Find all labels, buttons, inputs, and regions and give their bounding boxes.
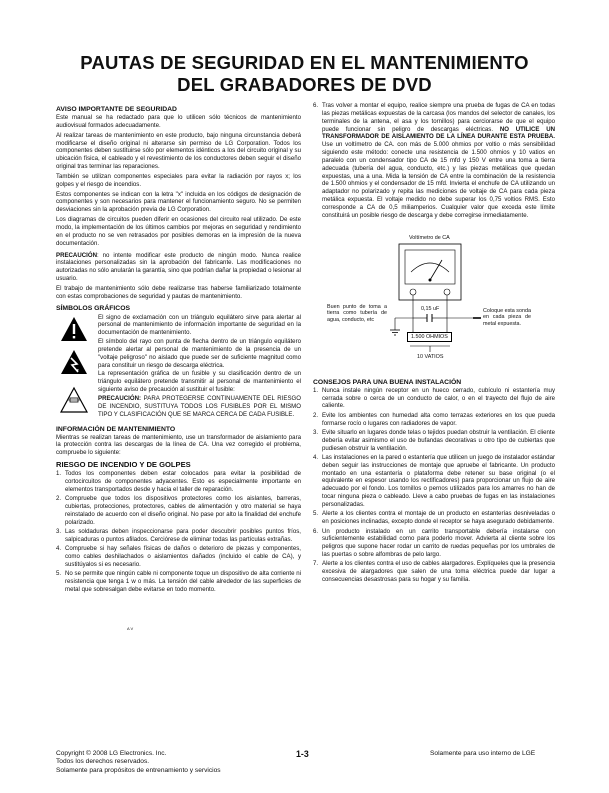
list-item: 5. No se permite que ningún cable ni componente toque un dispositivo de alta corriente ni resistencia que tenga 1 w o más. La tensión del cable alrededor de las superficies de metal que sobresalgan debe evitarse en todo momento. (56, 570, 301, 593)
internal-use-text: Solamente para uso interno de LGE (430, 750, 536, 757)
fuse-caution (98, 395, 301, 419)
meter-label: Voltímetro de CA (409, 234, 450, 241)
symbol-lightning-text: El símbolo del rayo con punta de flecha dentro de un triángulo equilátero pretende alertar al personal de mantenimiento de la presencia de un "voltaje peligroso" no aislado que puede ser de suficiente magnitud como para constituir un riesgo de descarga eléctrica. (98, 338, 301, 369)
left-column (56, 102, 301, 631)
info-paragraph: Mientras se realizan tareas de mantenimiento, use un transformador de aislamiento para la protección contra las descargas de la línea de CA. Una vez corregido el problema, compruebe lo siguiente: (56, 433, 301, 457)
symbol-exclamation-text: El signo de exclamación con un triángulo equilátero sirve para alertar al personal de mantenimiento de información importante de seguridad en la documentación de mantenimiento. (98, 313, 301, 337)
consejos-list (313, 387, 555, 584)
aviso-paragraph-1: Este manual se ha redactado para que lo utilicen sólo técnicos de mantenimiento audiovisual formados adecuadamente. (56, 114, 301, 129)
fuse-glyph: A V (127, 626, 134, 631)
info-heading: INFORMACIÓN DE MANTENIMIENTO (56, 425, 176, 433)
lightning-triangle-icon (61, 350, 87, 374)
rights-text: Todos los derechos reservados. (56, 758, 150, 766)
precaucion-paragraph (56, 252, 301, 283)
title-line-2: DEL GRABADORES DE DVD (177, 74, 432, 95)
fuse-caution-text: PARA PROTEGERSE CONTINUAMENTE DEL RIESGO DE INCENDIO, SUSTITUYA TODOS LOS FUSIBLES POR EL MISMO TIPO Y CLASIFICACIÓN QUE SE MARCA CERCA DE CADA FUSIBLE. (98, 395, 301, 418)
list-item: 3. Evite situarlo en lugares donde telas o tejidos puedan obstruir la ventilación. El cliente debería evitar asimismo el uso de bufandas decorativas u otro tipo de cubiertas que pudiesen obstruir la ventilación. (313, 428, 555, 452)
copyright-text: Copyright © 2008 LG Electronics. Inc. (56, 750, 167, 757)
item-6-list (313, 102, 555, 220)
list-item: 2. Evite los ambientes con humedad alta como terrazas exteriores en los que pueda formarse rocío o lugares con radiadores de vapor. (313, 411, 555, 427)
list-item: 6. Tras volver a montar el equipo, realice siempre una prueba de fugas de CA en todas las piezas metálicas expuestas de la carcasa (los mandos del selector de canales, los terminales de la antena, el asa y los tornillos) para cerciorarse de que el equipo puede funcionar sin peligro de descargas eléctricas. NO UTILICE UN TRANSFORMADOR DE AISLAMIENTO DE LA LÍNEA DURANTE ESTA PRUEBA. Use un voltímetro de CA. con más de 5.000 ohmios por voltio o más sensibilidad siguiendo este método: conecte una resistencia de 1.500 ohmios y 10 vatios en paralelo con un condensador tipo CA de 15 mfd y 150 V entre una toma a tierra adecuada (tubería del agua, conducto, etc.) y las piezas metálicas que quedan expuestas, una a una. Mida la tensión de CA entre la combinación de la resistencia de 1.500 ohmios y el condensador de 15 mfd. Invierta el enchufe de CA utilizando un adaptador no polarizado y repita las mediciones de voltaje de CA para cada pieza metálica expuesta. El voltaje medido no debe superar los 0,75 voltios RMS. Esto corresponde a CA de 0,5 miliamperios. Cualquier valor que exceda este límite constituirá un posible riesgo de descarga y debe corregirse inmediatamente. (313, 102, 555, 219)
fuse-triangle-icon (61, 388, 87, 412)
resistor-label: 1.500 OHMIOS (407, 332, 452, 343)
list-item: 1. Nunca instale ningún receptor en un hueco cerrado, cubículo ni estantería muy cerrada sobre o cerca de un conducto de calor, o en el trayecto del flujo de aire caliente. (313, 386, 555, 410)
training-text: Solamente para propósitos de entrenamiento y servicios (56, 766, 221, 774)
trabajo-paragraph: El trabajo de mantenimiento sólo debe realizarse tras haberse familiarizado totalmente con estas comprobaciones de seguridad y pautas de mantenimiento. (56, 284, 301, 300)
right-column (313, 102, 555, 585)
aviso-paragraph-4: Estos componentes se indican con la letra "x" incluida en los códigos de designación de componentes y son necesarios para mantener el funcionamiento seguro. No se permiten desviaciones sin la aprobación previa de LG Corporation. (56, 190, 301, 214)
symbol-icons (56, 314, 92, 422)
simbolos-heading: SÍMBOLOS GRÁFICOS (56, 304, 131, 312)
ground-icon (390, 330, 400, 335)
aviso-paragraph-5: Los diagramas de circuitos pueden diferir en ocasiones del circuito real utilizado. De este modo, la implementación de los últimos cambios por mejoras en seguridad y rendimiento en el producto no se ven retrasados por posibles demoras en la impresión de la nueva documentación. (56, 216, 301, 247)
probe-label: Coloque esta sonda en cada pieza de metal expuesta. (483, 307, 531, 327)
list-item: 5. Alerte a los clientes contra el montaje de un producto en estanterías desniveladas o en posiciones inclinadas, excepto donde el receptor se haya asegurado debidamente. (313, 510, 555, 526)
capacitor-label: 0,15 uF (421, 305, 440, 312)
precaucion-text: : no intente modificar este producto de ningún modo. Nunca realice instalaciones personalizadas sin la aprobación del fabricante. Las modificaciones no autorizadas no sólo anularán la garantía, sino que podrían dañar la propiedad o lesionar al usuario. (56, 251, 301, 283)
list-item: 7. Alerte a los clientes contra el uso de cables alargadores. Explíqueles que la presencia excesiva de alargadores que salen de una toma eléctrica puede dar lugar a consecuencias desastrosas para su hogar y su familia. (313, 560, 555, 584)
list-item: 1. Todos los componentes deben estar colocados para evitar la posibilidad de cortocircuitos de componentes adyacentes. Esto es especialmente importante en elementos transportados desde y hacia el taller de reparación. (56, 470, 301, 493)
fuse-caution-label: PRECAUCIÓN: (98, 395, 141, 402)
riesgo-heading: RIESGO DE INCENDIO Y DE GOLPES (56, 460, 191, 470)
voltmeter-icon (399, 244, 461, 300)
list-item: 4. Compruebe si hay señales físicas de daños o deterioro de piezas y componentes, como cables deshilachados o aislamientos dañados (incluido el cable de CA), y sustitúyalos si es necesario. (56, 545, 301, 568)
aviso-heading: AVISO IMPORTANTE DE SEGURIDAD (56, 106, 177, 113)
precaucion-label: PRECAUCIÓN (56, 251, 97, 259)
watts-label: 10 VATIOS (417, 353, 444, 360)
ground-label: Buen punto de toma a tierra como tubería de agua, conducto, etc (327, 303, 387, 323)
list-item: 4. Las instalaciones en la pared o estantería que utilicen un juego de instalador estándar deben seguir las instrucciones de montaje que apruebe el fabricante. Un producto montado en una estantería o plataforma debe retener su base original (o el equivalente en espesor usando los rectificadores) para proporcionar un flujo de aire adecuado por el fondo. Los tornillos o pernos utilizados para los amarres no han de tocar ninguna pieza o cableado. Lleve a cabo pruebas de fugas en las instalaciones personalizadas. (313, 453, 555, 508)
page-number: 1-3 (296, 749, 309, 759)
page-title (0, 52, 609, 96)
title-line-1: PAUTAS DE SEGURIDAD EN EL MANTENIMIENTO (80, 52, 529, 73)
list-item: 3. Las soldaduras deben inspeccionarse para poder descubrir posibles puntos fríos, salpicaduras o puntos afilados. Cerciórese de eliminar todas las partículas extrañas. (56, 528, 301, 543)
aviso-paragraph-2: Al realizar tareas de mantenimiento en este producto, bajo ninguna circunstancia deberá modificarse el diseño original ni alterarse sin permiso de LG Corporation. Todos los componentes deben sustituirse sólo por elementos idénticos a los del circuito original y su ubicación física, el cableado y el revestimiento de los conductores deben seguir el diseño original tras terminar las reparaciones. (56, 131, 301, 171)
leakage-test-diagram (313, 230, 555, 370)
footer-left (56, 750, 221, 775)
symbol-fuse-text: La representación gráfica de un fusible y su clasificación dentro de un triángulo equilátero pretende transmitir al personal de mantenimiento el siguiente aviso de precaución al sustituir el fusible: (98, 370, 301, 394)
list-item: 6. Un producto instalado en un carrito transportable debería instalarse con suficientemente estabilidad como para poderlo mover. Advierta al cliente sobre los peligros que supone hacer rodar un carrito de ruedas pequeñas por los umbrales de las puertas o sobre alfombras de pelo largo. (313, 527, 555, 559)
aviso-paragraph-3: También se utilizan componentes especiales para evitar la radiación por rayos x; los golpes y el riesgo de incendios. (56, 172, 301, 188)
riesgo-list (56, 470, 301, 594)
consejos-heading: CONSEJOS PARA UNA BUENA INSTALACIÓN (313, 378, 462, 386)
list-item: 2. Compruebe que todos los dispositivos protectores como los aislantes, barreras, cubiertas, protecciones, protectores, cables de alimentación y otro material se haya reinstalado de acuerdo con el diseño original. No pase por alto la finalidad del enchufe polarizado. (56, 495, 301, 526)
exclamation-triangle-icon (61, 317, 87, 341)
